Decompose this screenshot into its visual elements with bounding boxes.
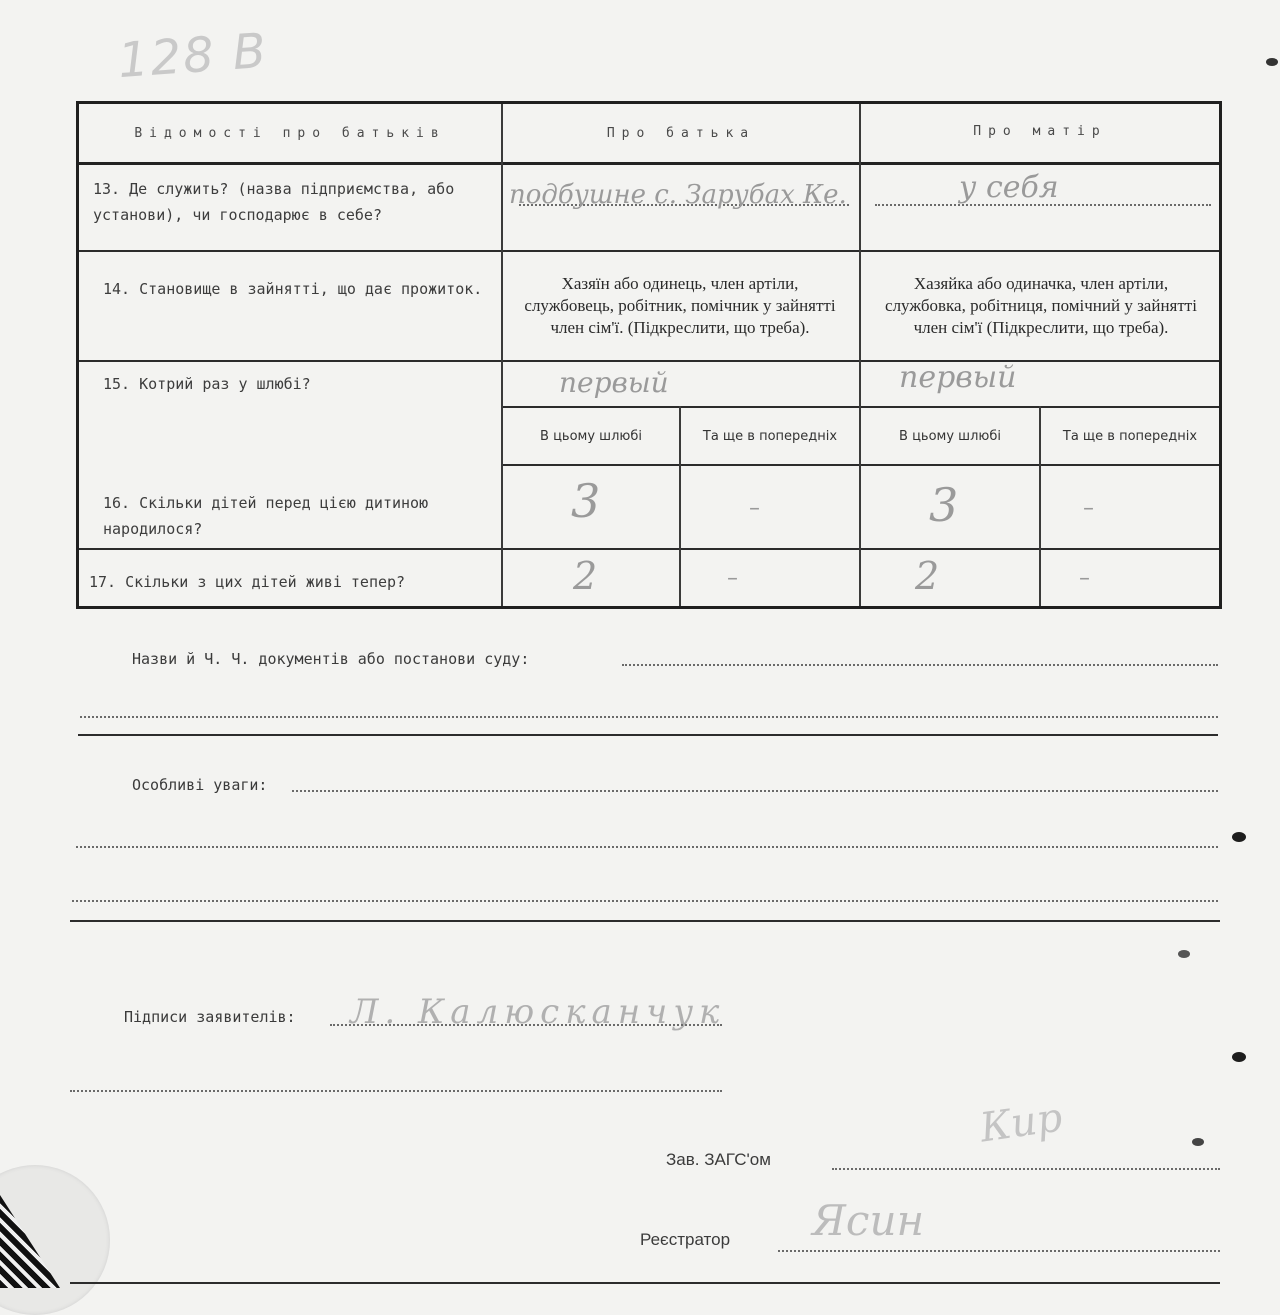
binding-hole: [1178, 950, 1190, 958]
mother-children-previous: –: [1083, 496, 1094, 521]
question-15: 15. Котрий раз у шлюбі?: [103, 375, 311, 393]
signature-line[interactable]: [330, 1024, 722, 1026]
question-17: 17. Скільки з цих дітей живі тепер?: [89, 573, 406, 591]
signatures-label: Підписи заявителів:: [124, 1008, 296, 1026]
registrar-signature-line[interactable]: [778, 1250, 1220, 1252]
mother-marriage-count-handwriting: первый: [899, 360, 1017, 395]
parents-info-table: [76, 101, 1222, 609]
table-rule: [79, 548, 1219, 550]
applicant-signature: Л. Калюсканчук: [350, 992, 726, 1032]
signature-line[interactable]: [70, 1090, 722, 1092]
subheader-father-this-marriage: В цьому шлюбі: [540, 428, 642, 444]
documents-line[interactable]: [80, 716, 1218, 718]
binding-hole: [1232, 1052, 1246, 1062]
header-mother: Про матір: [973, 123, 1107, 139]
question-14: 14. Становище в зайнятті, що дає прожиток.: [103, 280, 483, 298]
binding-hole: [1232, 832, 1246, 842]
table-rule: [79, 250, 1219, 252]
table-column-rule: [501, 104, 503, 606]
mother-workplace-handwriting: у себя: [959, 170, 1059, 205]
father-children-this-marriage: 3: [571, 474, 601, 528]
subheader-mother-previous: Та ще в попередніх: [1062, 428, 1198, 444]
father-children-living: 2: [573, 554, 598, 598]
folio-mark: 128 B: [116, 22, 270, 90]
registrar-signature: Ясин: [812, 1196, 925, 1245]
binding-hole: [1192, 1138, 1204, 1146]
header-parents-info: Відомості про батьків: [134, 125, 446, 141]
father-children-previous: –: [749, 496, 760, 521]
father-occupation-options: Хазяїн або одинець, член артіли, службовець, робітник, помічник у зайнятті член сім'ї. (Підкреслити, що треба).: [524, 274, 836, 337]
father-marriage-count-handwriting: первый: [559, 366, 669, 399]
question-16: 16. Скільки дітей перед цією дитиною народилося?: [103, 494, 429, 538]
father-children-living-previous: –: [727, 566, 738, 591]
head-signature: Кир: [977, 1094, 1066, 1152]
remarks-line[interactable]: [292, 790, 1218, 792]
documents-label: Назви й Ч. Ч. документів або постанови суду:: [132, 650, 530, 668]
bottom-rule: [70, 1282, 1220, 1284]
binding-hole: [1266, 58, 1278, 66]
registrar-label: Реєстратор: [640, 1230, 731, 1249]
remarks-label: Особливі уваги:: [132, 776, 268, 794]
section-divider: [78, 734, 1218, 736]
mother-children-living-previous: –: [1079, 566, 1090, 591]
table-rule: [79, 360, 1219, 362]
table-rule: [79, 162, 1219, 165]
father-workplace-handwriting: подбушне с. Зарубах Ке.: [509, 180, 847, 210]
mother-occupation-options: Хазяйка або одиначка, член артіли, службовка, робітниця, помічний у зайнятті член сім'ї (Підкреслити, що треба).: [885, 274, 1197, 337]
remarks-line[interactable]: [76, 846, 1218, 848]
head-signature-line[interactable]: [832, 1168, 1220, 1170]
header-father: Про батька: [606, 125, 756, 141]
question-13: 13. Де служить? (назва підприємства, або установи), чи господарює в себе?: [93, 180, 455, 224]
subheader-mother-this-marriage: В цьому шлюбі: [899, 428, 1001, 444]
documents-line[interactable]: [622, 664, 1218, 666]
mother-children-living: 2: [915, 554, 940, 598]
remarks-line[interactable]: [72, 900, 1218, 902]
table-column-rule: [859, 104, 861, 606]
head-label: Зав. ЗАГС'ом: [666, 1150, 771, 1169]
section-divider: [70, 920, 1220, 922]
mother-children-this-marriage: 3: [929, 478, 959, 532]
subheader-father-previous: Та ще в попередніх: [702, 428, 838, 444]
